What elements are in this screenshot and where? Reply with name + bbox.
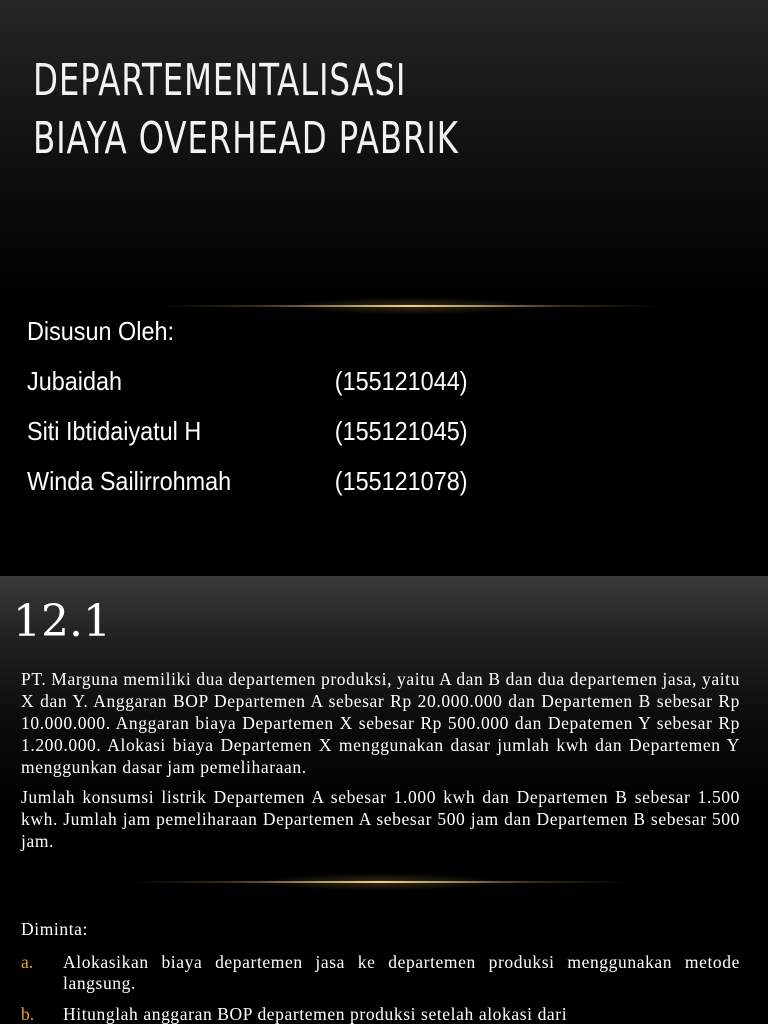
list-marker: b. xyxy=(21,1004,35,1024)
problem-paragraph: Jumlah konsumsi listrik Departemen A sebesar 1.000 kwh dan Departemen B sebesar 1.500 kwh. Jumlah jam pemeliharaan Departemen A sebesar 500 jam dan Departemen B sebesar 500 jam. xyxy=(21,787,740,851)
problem-paragraph: PT. Marguna memiliki dua departemen produksi, yaitu A dan B dan dua departemen jasa, yaitu X dan Y. Anggaran BOP Departemen A sebesar Rp 20.000.000 dan Departemen B sebesar Rp 10.000.000. Anggaran biaya Departemen X sebesar Rp 500.000 dan Depatemen Y sebesar Rp 1.200.000. Alokasi biaya Departemen X menggunakan dasar jumlah kwh dan Departemen Y menggunkan dasar jam pemeliharaan. xyxy=(21,669,740,777)
title-line-1: DEPARTEMENTALISASI xyxy=(33,55,407,106)
problem-body xyxy=(21,668,740,860)
author-id: (155121078) xyxy=(334,466,468,496)
author-id: (155121044) xyxy=(334,366,468,396)
task-text: Alokasikan biaya departemen jasa ke departemen produksi menggunakan metode langsung. xyxy=(63,952,740,993)
authors-block xyxy=(27,312,468,512)
author-name: Siti Ibtidaiyatul H xyxy=(27,416,202,446)
title-line-2: BIAYA OVERHEAD PABRIK xyxy=(33,113,459,164)
author-id: (155121045) xyxy=(334,416,468,446)
author-row xyxy=(27,362,468,412)
diminta-label: Diminta: xyxy=(21,919,89,939)
author-row xyxy=(27,462,468,512)
list-item xyxy=(21,952,740,994)
problem-slide xyxy=(0,576,768,1024)
task-list xyxy=(21,952,740,1024)
list-item xyxy=(21,1004,740,1024)
title-divider-glow xyxy=(160,305,660,307)
slide-title xyxy=(33,52,459,168)
list-marker: a. xyxy=(21,952,34,972)
author-name: Jubaidah xyxy=(27,366,122,396)
problem-number: 12.1 xyxy=(13,596,111,647)
author-row xyxy=(27,412,468,462)
authors-label: Disusun Oleh: xyxy=(27,316,174,346)
task-text: Hitunglah anggaran BOP departemen produksi setelah alokasi dari xyxy=(63,1004,568,1024)
author-name: Winda Sailirrohmah xyxy=(27,466,232,496)
section-divider-glow xyxy=(130,881,630,883)
